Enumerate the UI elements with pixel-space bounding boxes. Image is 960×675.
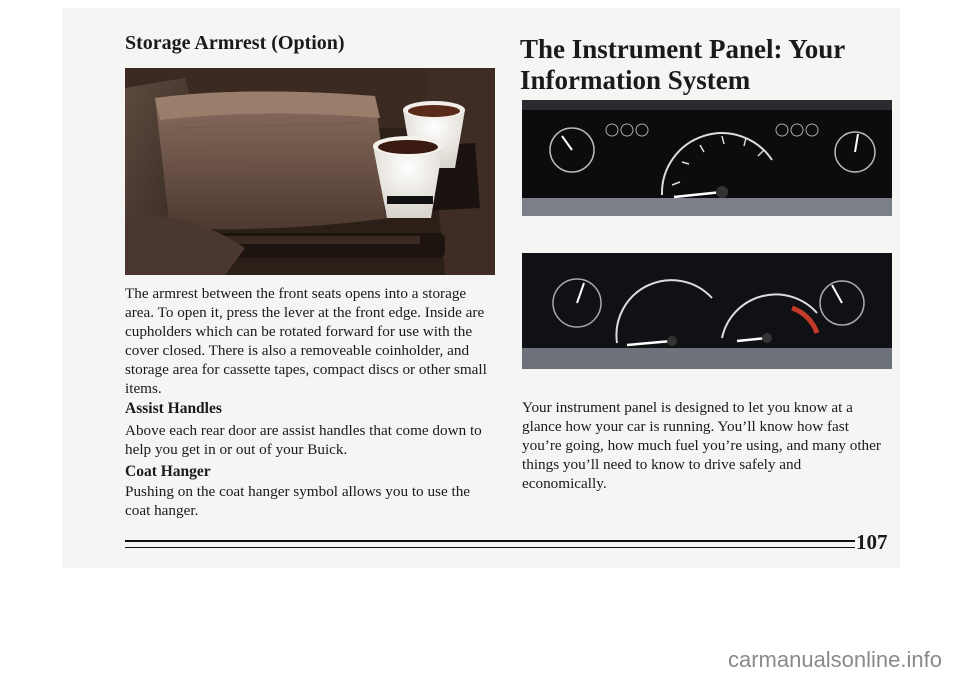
footer-rule-thick [125, 540, 855, 542]
armrest-illustration [125, 68, 495, 275]
assist-handles-heading: Assist Handles [125, 400, 222, 417]
coat-hanger-text: Pushing on the coat hanger symbol allows you to use the coat hanger. [125, 483, 471, 519]
assist-handles-text: Above each rear door are assist handles that come down to help you get in or out of your Buick. [125, 422, 482, 458]
instrument-panel-paragraph: Your instrument panel is designed to let you know at a glance how your car is running. You’ll know how fast you’re going, how much fuel you’re using, and many other things you’ll need to know to drive safely and economically. [522, 399, 881, 492]
instrument-cluster-1-illustration [522, 100, 892, 216]
instrument-panel-photo-2 [522, 253, 892, 369]
armrest-photo [125, 68, 495, 275]
instrument-cluster-2-illustration [522, 253, 892, 369]
instrument-panel-heading: The Instrument Panel: Your Information System [520, 34, 845, 95]
footer-rule-thin [125, 547, 855, 548]
page-number: 107 [856, 530, 888, 554]
coat-hanger-heading: Coat Hanger [125, 463, 211, 480]
watermark: carmanualsonline.info [727, 647, 942, 672]
armrest-paragraph: The armrest between the front seats opens into a storage area. To open it, press the lever at the front edge. Inside are cupholders which can be rotated forward for use with the cover closed. There is also a removeable coinholder, and storage area for cassette tapes, compact discs or other small items. [125, 285, 487, 397]
storage-armrest-heading: Storage Armrest (Option) [125, 32, 345, 54]
instrument-panel-photo-1 [522, 100, 892, 216]
